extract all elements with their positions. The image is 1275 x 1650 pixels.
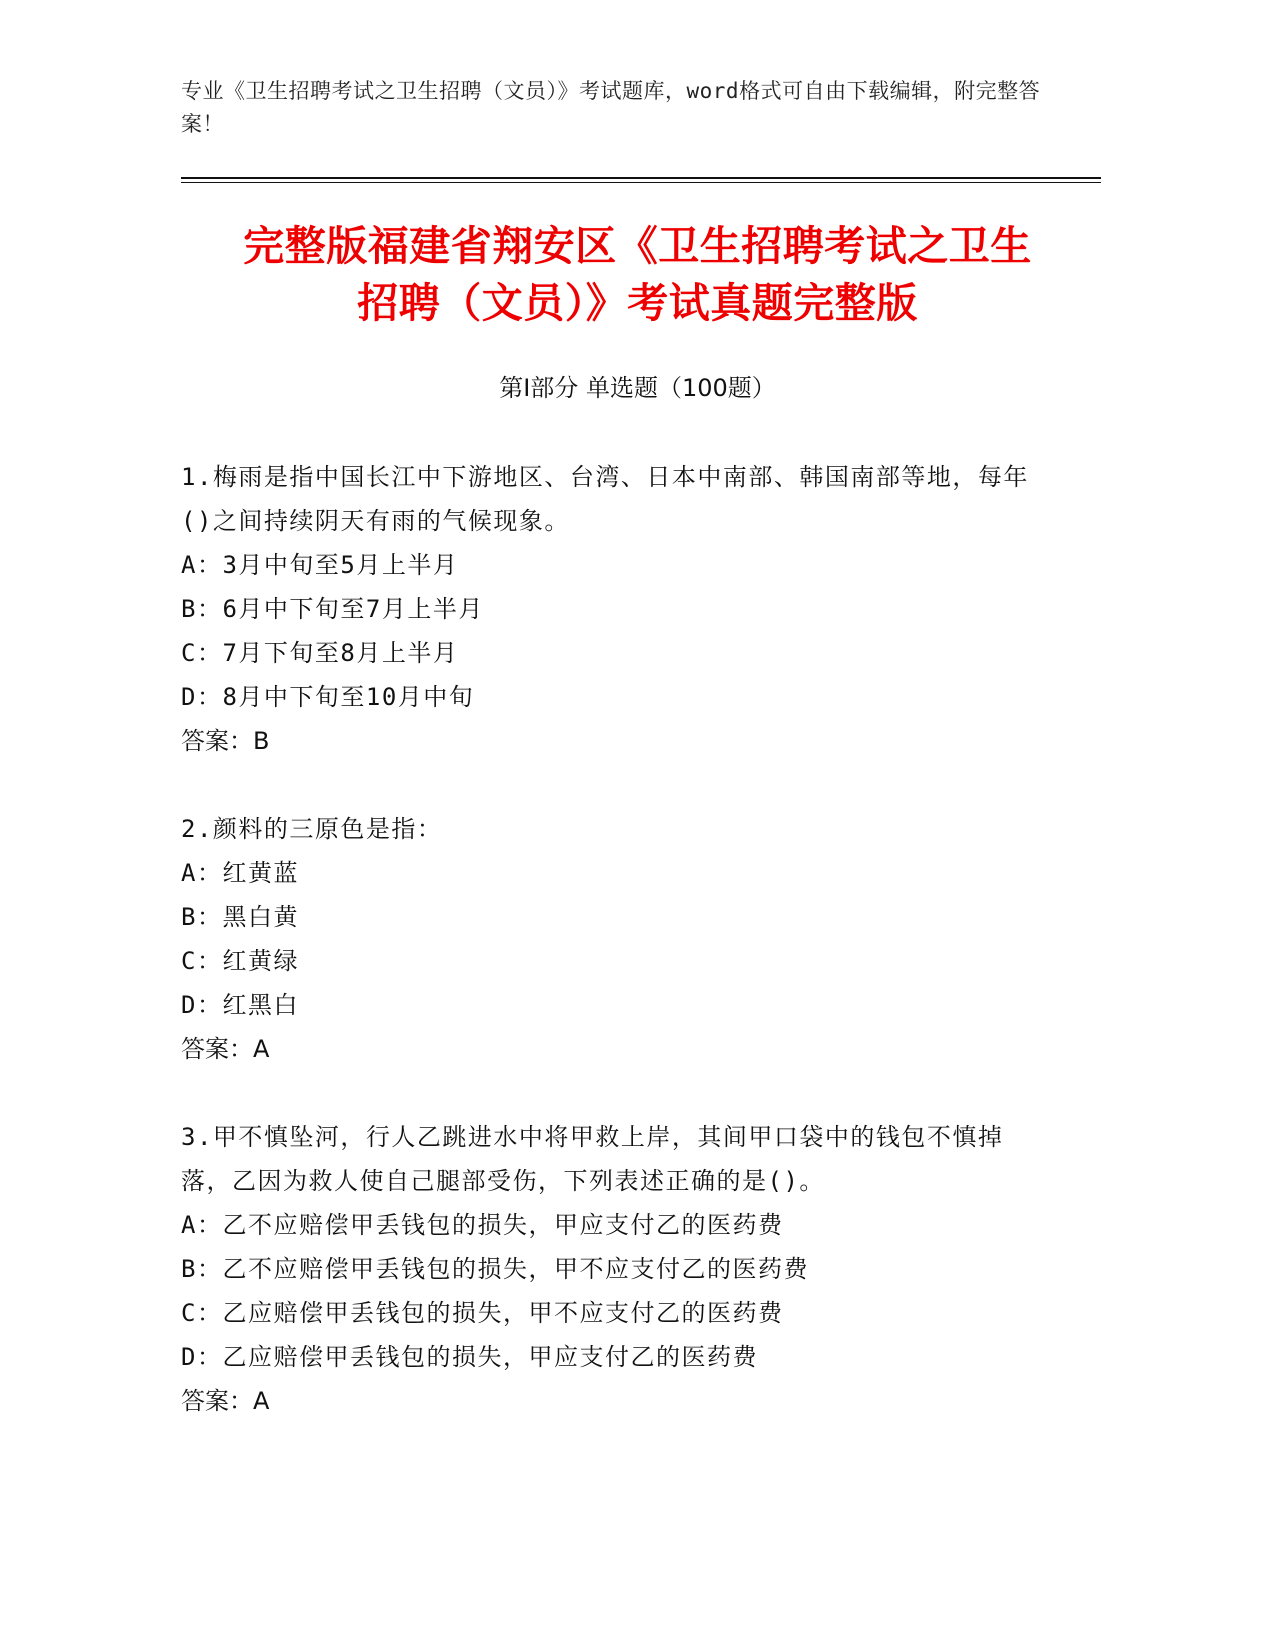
section-heading: 第I部分 单选题（100题） — [499, 374, 776, 402]
answer: 答案：A — [181, 1387, 270, 1415]
question-stem: 2.颜料的三原色是指： — [181, 815, 443, 843]
question-2 — [181, 807, 1041, 1071]
option-a: A：乙不应赔偿甲丢钱包的损失，甲应支付乙的医药费 — [181, 1211, 784, 1239]
header-note: 专业《卫生招聘考试之卫生招聘（文员）》考试题库，word格式可自由下载编辑，附完整答案！ — [181, 79, 1041, 136]
document-title — [150, 218, 1125, 332]
question-3 — [181, 1115, 1041, 1423]
question-list — [181, 455, 1041, 1467]
option-b: B：乙不应赔偿甲丢钱包的损失，甲不应支付乙的医药费 — [181, 1255, 809, 1283]
option-c: C：7月下旬至8月上半月 — [181, 639, 459, 667]
option-c: C：乙应赔偿甲丢钱包的损失，甲不应支付乙的医药费 — [181, 1299, 784, 1327]
option-d: D：红黑白 — [181, 991, 299, 1019]
title-line-2: 招聘（文员）》考试真题完整版 — [357, 279, 918, 327]
option-b: B：黑白黄 — [181, 903, 299, 931]
option-a: A：红黄蓝 — [181, 859, 299, 887]
option-c: C：红黄绿 — [181, 947, 299, 975]
question-stem: 3.甲不慎坠河，行人乙跳进水中将甲救上岸，其间甲口袋中的钱包不慎掉落，乙因为救人使自己腿部受伤，下列表述正确的是()。 — [181, 1123, 1004, 1195]
header-rule-thick — [181, 177, 1101, 179]
option-d: D：8月中下旬至10月中旬 — [181, 683, 475, 711]
answer: 答案：B — [181, 727, 270, 755]
header-rule-thin — [181, 182, 1101, 183]
title-line-1: 完整版福建省翔安区《卫生招聘考试之卫生 — [243, 222, 1032, 270]
question-stem: 1.梅雨是指中国长江中下游地区、台湾、日本中南部、韩国南部等地，每年()之间持续阴天有雨的气候现象。 — [181, 463, 1029, 535]
option-b: B：6月中下旬至7月上半月 — [181, 595, 484, 623]
option-a: A：3月中旬至5月上半月 — [181, 551, 459, 579]
question-1 — [181, 455, 1041, 763]
option-d: D：乙应赔偿甲丢钱包的损失，甲应支付乙的医药费 — [181, 1343, 758, 1371]
answer: 答案：A — [181, 1035, 270, 1063]
